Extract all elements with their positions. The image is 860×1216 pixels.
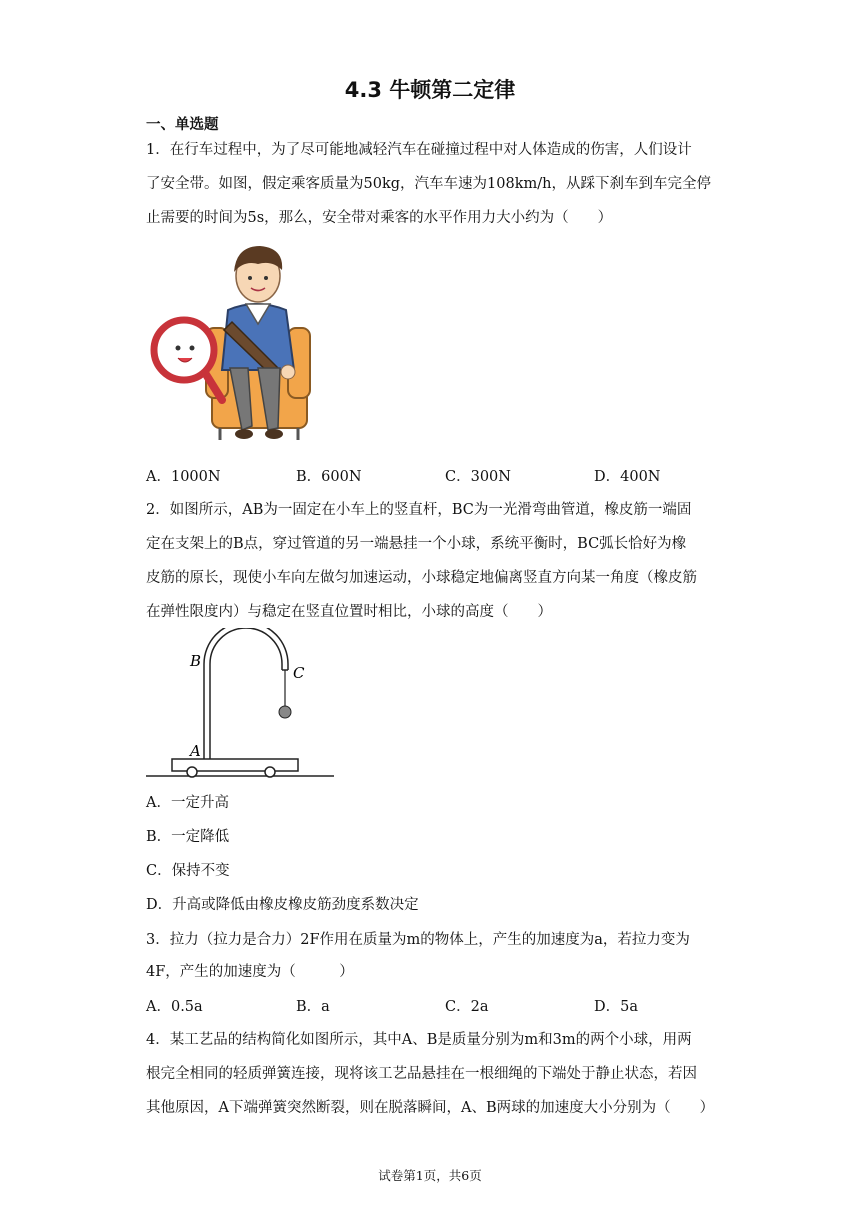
- label-b: B: [190, 652, 202, 670]
- cart-pole-tube-diagram: [146, 628, 336, 780]
- label-a: A: [190, 742, 201, 760]
- q4-line-3: 其他原因，A下端弹簧突然断裂，则在脱落瞬间，A、B两球的加速度大小分别为（ ）: [146, 1100, 715, 1116]
- q3-line-2: 4F，产生的加速度为（ ）: [146, 964, 354, 980]
- q3-line-1: 3．拉力（拉力是合力）2F作用在质量为m的物体上，产生的加速度为a，若拉力变为: [146, 932, 690, 948]
- q2-line-4: 在弹性限度内）与稳定在竖直位置时相比，小球的高度（ ）: [146, 604, 552, 620]
- q1-option-d: D．400N: [594, 469, 661, 485]
- q3-option-c: C．2a: [445, 999, 489, 1015]
- q3-option-b: B．a: [296, 999, 330, 1015]
- label-c: C: [293, 664, 305, 682]
- q2-option-d: D．升高或降低由橡皮橡皮筋劲度系数决定: [146, 897, 419, 913]
- q3-option-d: D．5a: [594, 999, 638, 1015]
- q2-option-c: C．保持不变: [146, 863, 230, 879]
- q3-option-a: A．0.5a: [146, 999, 203, 1015]
- q1-option-c: C．300N: [445, 469, 511, 485]
- q1-line-2: 了安全带。如图，假定乘客质量为50kg，汽车车速为108km/h，从踩下刹车到车完全停: [146, 176, 711, 192]
- q1-option-a: A．1000N: [146, 469, 221, 485]
- section-heading: 一、单选题: [146, 117, 219, 133]
- q1-line-3: 止需要的时间为5s，那么，安全带对乘客的水平作用力大小约为（ ）: [146, 210, 613, 226]
- q1-line-1: 1．在行车过程中，为了尽可能地减轻汽车在碰撞过程中对人体造成的伤害，人们设计: [146, 142, 692, 158]
- seatbelt-passenger-illustration: [148, 240, 328, 452]
- q2-line-2: 定在支架上的B点，穿过管道的另一端悬挂一个小球，系统平衡时，BC弧长恰好为橡: [146, 536, 687, 552]
- q1-option-b: B．600N: [296, 469, 362, 485]
- q2-line-1: 2．如图所示，AB为一固定在小车上的竖直杆，BC为一光滑弯曲管道，橡皮筋一端固: [146, 502, 692, 518]
- q2-option-b: B．一定降低: [146, 829, 230, 845]
- page-title: 4.3 牛顿第二定律: [344, 78, 516, 102]
- q2-line-3: 皮筋的原长，现使小车向左做匀加速运动，小球稳定地偏离竖直方向某一角度（橡皮筋: [146, 570, 697, 586]
- q2-option-a: A．一定升高: [146, 795, 229, 811]
- q4-line-1: 4．某工艺品的结构简化如图所示，其中A、B是质量分别为m和3m的两个小球，用两: [146, 1032, 692, 1048]
- page-footer: 试卷第1页，共6页: [378, 1168, 482, 1183]
- q4-line-2: 根完全相同的轻质弹簧连接，现将该工艺品悬挂在一根细绳的下端处于静止状态，若因: [146, 1066, 697, 1082]
